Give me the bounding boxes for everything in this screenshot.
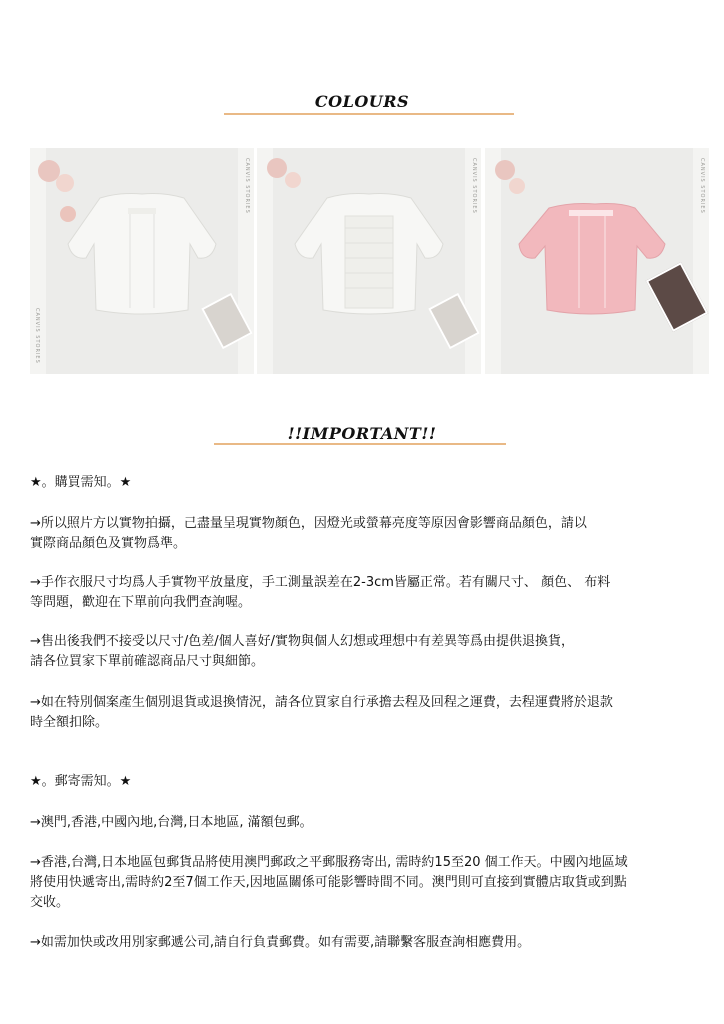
shipping-notice-heading: ★。郵寄需知。★: [30, 774, 132, 789]
purchase-notice-heading: ★。購買需知。★: [30, 475, 132, 490]
product-photo-white-back: [257, 148, 481, 374]
product-photo-white-front: [30, 148, 254, 374]
colours-divider: [224, 113, 514, 115]
purchase-notice-item: →手作衣服尺寸均爲人手實物平放量度，手工測量誤差在2-3cm皆屬正常。若有關尺寸、 顏色、 布料 等問題，歡迎在下單前向我們查詢喔。: [30, 575, 611, 610]
important-title: !!IMPORTANT!!: [287, 424, 437, 443]
photo-brand-text: CANVIS STORIES: [471, 158, 477, 214]
purchase-notice-item: →如在特別個案產生個別退貨或退換情況，請各位買家自行承擔去程及回程之運費，去程運費將於退款 時全額扣除。: [30, 695, 613, 730]
shipping-notice-item: →如需加快或改用別家郵遞公司,請自行負責郵費。如有需要,請聯繫客服查詢相應費用。: [30, 935, 531, 950]
photo-brand-text: CANVIS STORIES: [244, 158, 250, 214]
shipping-notice-item: →香港,台灣,日本地區包郵貨品將使用澳門郵政之平郵服務寄出, 需時約15至20 個工作天。中國內地區域 將使用快遞寄出,需時約2至7個工作天,因地區關係可能影響時間不同。澳門則可直接到實體店取貨或到點 交收。: [30, 855, 628, 910]
photo-brand-text-bottom: CANVIS STORIES: [34, 308, 40, 364]
shipping-notice-item: →澳門,香港,中國內地,台灣,日本地區, 滿額包郵。: [30, 815, 313, 830]
purchase-notice-item: →所以照片方以實物拍攝，己盡量呈現實物顏色，因燈光或螢幕亮度等原因會影響商品顏色，請以 實際商品顏色及實物爲準。: [30, 516, 587, 551]
important-divider: [214, 443, 506, 445]
purchase-notice-item: →售出後我們不接受以尺寸/色差/個人喜好/實物與個人幻想或理想中有差異等爲由提供退換貨， 請各位買家下單前確認商品尺寸與細節。: [30, 634, 575, 669]
colours-title: COLOURS: [314, 92, 410, 111]
photo-brand-text: CANVIS STORIES: [699, 158, 705, 214]
product-photo-pink-front: [485, 148, 709, 374]
